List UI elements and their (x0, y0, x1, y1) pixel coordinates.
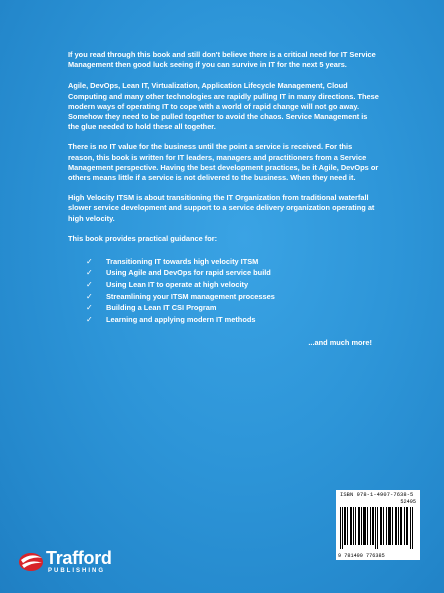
list-item: ✓ Learning and applying modern IT methods (68, 314, 380, 326)
publisher-logo (18, 546, 158, 576)
isbn-barcode (336, 490, 420, 560)
check-icon: ✓ (86, 268, 93, 278)
check-icon: ✓ (86, 291, 93, 301)
publisher-name: Trafford (46, 548, 112, 568)
list-item: ✓ Streamlining your ITSM management processes (68, 291, 380, 303)
ean-number: 9 781490 776385 (338, 553, 385, 559)
list-item: ✓ Transitioning IT towards high velocity ITSM (68, 256, 380, 268)
check-icon: ✓ (86, 303, 93, 313)
check-icon: ✓ (86, 314, 93, 324)
guidance-list (68, 256, 380, 326)
check-icon: ✓ (86, 256, 93, 266)
publisher-emblem-icon (18, 548, 46, 574)
blurb-paragraph-4: High Velocity ITSM is about transitioning the IT Organization from traditional waterfall slower service development and support to a service delivery organization operating at high velocity. (68, 193, 375, 223)
list-item: ✓ Building a Lean IT CSI Program (68, 302, 380, 314)
barcode-bars (340, 507, 416, 549)
list-item: ✓ Using Lean IT to operate at high velocity (68, 279, 380, 291)
blurb-paragraph-3: There is no IT value for the business until the point a service is received. For this reason, this book is written for IT leaders, managers and practitioners from a Service Management perspective. Having the best development practices, be it Agile, DevOps or others means little if a service is not delivered to the business. When they need it. (68, 142, 379, 183)
check-icon: ✓ (86, 279, 93, 289)
blurb-paragraph-1: If you read through this book and still don't believe there is a critical need for IT Service Management then good luck seeing if you can survive in IT for the next 5 years. (68, 50, 376, 70)
guidance-heading: This book provides practical guidance for: (68, 233, 218, 243)
price-code: 52495 (400, 499, 416, 505)
list-item: ✓ Using Agile and DevOps for rapid service build (68, 268, 380, 280)
publisher-tagline: PUBLISHING (48, 568, 106, 574)
blurb (68, 50, 380, 348)
blurb-paragraph-2: Agile, DevOps, Lean IT, Virtualization, Application Lifecycle Management, Cloud Computing and many other technologies are rapidly pulling IT in many directions. These modern ways of operating IT to cope with a world of rapid change will not go away. Somehow they need to be pulled together to avoid the chaos. Service Management is the glue needed to hold these all together. (68, 81, 379, 132)
closing-text: ...and much more! (308, 337, 372, 347)
isbn-label: ISBN 978-1-4907-7638-5 (340, 492, 414, 498)
